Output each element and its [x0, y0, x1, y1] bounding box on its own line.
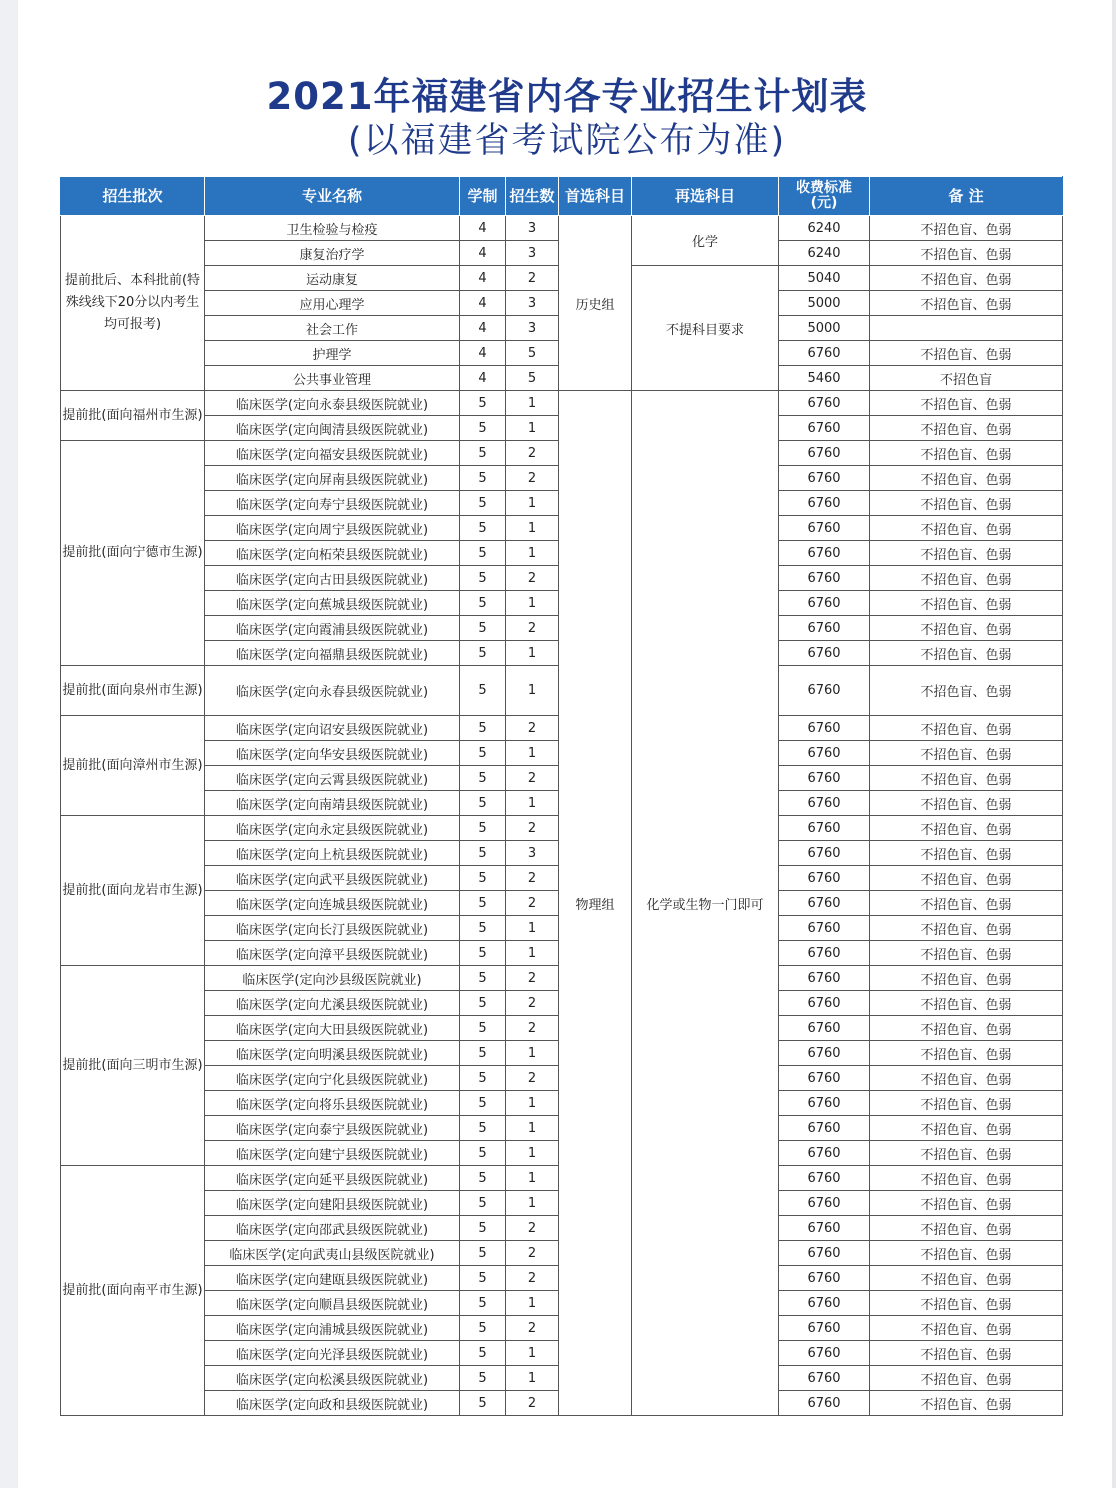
count-cell: 3 — [506, 291, 559, 316]
years-cell: 5 — [460, 941, 506, 966]
years-cell: 5 — [460, 991, 506, 1016]
fee-cell: 6760 — [779, 1016, 870, 1041]
note-cell: 不招色盲、色弱 — [870, 1016, 1063, 1041]
count-cell: 1 — [506, 666, 559, 716]
count-cell: 2 — [506, 966, 559, 991]
major-cell: 临床医学(定向宁化县级医院就业) — [205, 1066, 460, 1091]
note-cell: 不招色盲、色弱 — [870, 291, 1063, 316]
years-cell: 5 — [460, 1091, 506, 1116]
note-cell: 不招色盲、色弱 — [870, 1366, 1063, 1391]
count-cell: 1 — [506, 416, 559, 441]
note-cell: 不招色盲、色弱 — [870, 566, 1063, 591]
note-cell: 不招色盲、色弱 — [870, 641, 1063, 666]
major-cell: 临床医学(定向松溪县级医院就业) — [205, 1366, 460, 1391]
count-cell: 2 — [506, 1266, 559, 1291]
note-cell: 不招色盲、色弱 — [870, 941, 1063, 966]
major-cell: 临床医学(定向武夷山县级医院就业) — [205, 1241, 460, 1266]
note-cell: 不招色盲、色弱 — [870, 841, 1063, 866]
fee-cell: 6240 — [779, 241, 870, 266]
count-cell: 1 — [506, 1166, 559, 1191]
years-cell: 5 — [460, 666, 506, 716]
major-cell: 临床医学(定向泰宁县级医院就业) — [205, 1116, 460, 1141]
major-cell: 临床医学(定向闽清县级医院就业) — [205, 416, 460, 441]
major-cell: 临床医学(定向福鼎县级医院就业) — [205, 641, 460, 666]
count-cell: 1 — [506, 1366, 559, 1391]
major-cell: 临床医学(定向霞浦县级医院就业) — [205, 616, 460, 641]
batch-cell: 提前批(面向福州市生源) — [61, 391, 205, 441]
major-cell: 临床医学(定向建阳县级医院就业) — [205, 1191, 460, 1216]
count-cell: 5 — [506, 366, 559, 391]
count-cell: 3 — [506, 316, 559, 341]
note-cell: 不招色盲、色弱 — [870, 491, 1063, 516]
major-cell: 临床医学(定向明溪县级医院就业) — [205, 1041, 460, 1066]
fee-cell: 6240 — [779, 216, 870, 241]
years-cell: 5 — [460, 466, 506, 491]
count-cell: 2 — [506, 891, 559, 916]
note-cell: 不招色盲、色弱 — [870, 866, 1063, 891]
count-cell: 2 — [506, 1391, 559, 1416]
years-cell: 4 — [460, 241, 506, 266]
fee-cell: 5000 — [779, 291, 870, 316]
fee-cell: 6760 — [779, 666, 870, 716]
fee-cell: 6760 — [779, 716, 870, 741]
count-cell: 2 — [506, 866, 559, 891]
fee-cell: 6760 — [779, 616, 870, 641]
major-cell: 临床医学(定向光泽县级医院就业) — [205, 1341, 460, 1366]
note-cell: 不招色盲、色弱 — [870, 791, 1063, 816]
major-cell: 临床医学(定向漳平县级医院就业) — [205, 941, 460, 966]
years-cell: 4 — [460, 316, 506, 341]
major-cell: 卫生检验与检疫 — [205, 216, 460, 241]
fee-cell: 6760 — [779, 841, 870, 866]
fee-cell: 6760 — [779, 816, 870, 841]
years-cell: 5 — [460, 966, 506, 991]
fee-cell: 6760 — [779, 1091, 870, 1116]
count-cell: 1 — [506, 1091, 559, 1116]
major-cell: 公共事业管理 — [205, 366, 460, 391]
count-cell: 1 — [506, 916, 559, 941]
note-cell: 不招色盲、色弱 — [870, 216, 1063, 241]
fee-cell: 5000 — [779, 316, 870, 341]
note-cell: 不招色盲、色弱 — [870, 391, 1063, 416]
count-cell: 1 — [506, 516, 559, 541]
note-cell: 不招色盲、色弱 — [870, 1091, 1063, 1116]
count-cell: 1 — [506, 1041, 559, 1066]
major-cell: 临床医学(定向福安县级医院就业) — [205, 441, 460, 466]
fee-cell: 6760 — [779, 1291, 870, 1316]
years-cell: 5 — [460, 1266, 506, 1291]
years-cell: 5 — [460, 1316, 506, 1341]
document-page — [18, 0, 1116, 1488]
page-edge — [1112, 0, 1116, 1488]
note-cell: 不招色盲、色弱 — [870, 1316, 1063, 1341]
header-fee — [779, 177, 870, 216]
count-cell: 1 — [506, 491, 559, 516]
note-cell: 不招色盲、色弱 — [870, 741, 1063, 766]
count-cell: 2 — [506, 1316, 559, 1341]
header-fee-line2: (元) — [810, 195, 838, 211]
years-cell: 5 — [460, 1116, 506, 1141]
fee-cell: 6760 — [779, 991, 870, 1016]
years-cell: 5 — [460, 641, 506, 666]
fee-cell: 6760 — [779, 916, 870, 941]
fee-cell: 5460 — [779, 366, 870, 391]
major-cell: 临床医学(定向建瓯县级医院就业) — [205, 1266, 460, 1291]
fee-cell: 5040 — [779, 266, 870, 291]
years-cell: 5 — [460, 741, 506, 766]
fee-cell: 6760 — [779, 891, 870, 916]
fee-cell: 6760 — [779, 1366, 870, 1391]
major-cell: 临床医学(定向邵武县级医院就业) — [205, 1216, 460, 1241]
note-cell: 不招色盲、色弱 — [870, 1166, 1063, 1191]
note-cell: 不招色盲、色弱 — [870, 1141, 1063, 1166]
major-cell: 临床医学(定向沙县级医院就业) — [205, 966, 460, 991]
note-cell: 不招色盲、色弱 — [870, 591, 1063, 616]
major-cell: 临床医学(定向政和县级医院就业) — [205, 1391, 460, 1416]
years-cell: 5 — [460, 1041, 506, 1066]
count-cell: 1 — [506, 941, 559, 966]
fee-cell: 6760 — [779, 1191, 870, 1216]
note-cell: 不招色盲、色弱 — [870, 241, 1063, 266]
fee-cell: 6760 — [779, 1066, 870, 1091]
years-cell: 5 — [460, 716, 506, 741]
header-major: 专业名称 — [205, 177, 460, 216]
years-cell: 5 — [460, 1216, 506, 1241]
count-cell: 1 — [506, 641, 559, 666]
count-cell: 2 — [506, 991, 559, 1016]
count-cell: 2 — [506, 816, 559, 841]
fee-cell: 6760 — [779, 766, 870, 791]
page-subtitle: (以福建省考试院公布为准) — [347, 121, 787, 161]
major-cell: 护理学 — [205, 341, 460, 366]
count-cell: 2 — [506, 1066, 559, 1091]
major-cell: 临床医学(定向永泰县级医院就业) — [205, 391, 460, 416]
years-cell: 5 — [460, 391, 506, 416]
major-cell: 临床医学(定向永定县级医院就业) — [205, 816, 460, 841]
note-cell: 不招色盲、色弱 — [870, 1191, 1063, 1216]
fee-cell: 6760 — [779, 641, 870, 666]
fee-cell: 6760 — [779, 941, 870, 966]
note-cell — [870, 316, 1063, 341]
note-cell: 不招色盲、色弱 — [870, 666, 1063, 716]
fee-cell: 6760 — [779, 1116, 870, 1141]
fee-cell: 6760 — [779, 791, 870, 816]
fee-cell: 6760 — [779, 966, 870, 991]
years-cell: 5 — [460, 1191, 506, 1216]
note-cell: 不招色盲、色弱 — [870, 991, 1063, 1016]
batch-cell: 提前批(面向南平市生源) — [61, 1166, 205, 1416]
count-cell: 1 — [506, 1191, 559, 1216]
note-cell: 不招色盲、色弱 — [870, 466, 1063, 491]
years-cell: 5 — [460, 791, 506, 816]
batch-cell: 提前批(面向泉州市生源) — [61, 666, 205, 716]
major-cell: 临床医学(定向诏安县级医院就业) — [205, 716, 460, 741]
years-cell: 5 — [460, 766, 506, 791]
header-primary-subject: 首选科目 — [559, 177, 632, 216]
primary-subject-cell: 历史组 — [559, 216, 632, 391]
major-cell: 临床医学(定向屏南县级医院就业) — [205, 466, 460, 491]
major-cell: 临床医学(定向大田县级医院就业) — [205, 1016, 460, 1041]
years-cell: 5 — [460, 841, 506, 866]
fee-cell: 6760 — [779, 1166, 870, 1191]
note-cell: 不招色盲、色弱 — [870, 1341, 1063, 1366]
note-cell: 不招色盲 — [870, 366, 1063, 391]
years-cell: 5 — [460, 816, 506, 841]
count-cell: 1 — [506, 791, 559, 816]
batch-cell: 提前批(面向龙岩市生源) — [61, 816, 205, 966]
count-cell: 2 — [506, 1241, 559, 1266]
years-cell: 5 — [460, 516, 506, 541]
note-cell: 不招色盲、色弱 — [870, 716, 1063, 741]
count-cell: 2 — [506, 566, 559, 591]
major-cell: 临床医学(定向连城县级医院就业) — [205, 891, 460, 916]
years-cell: 4 — [460, 216, 506, 241]
years-cell: 5 — [460, 866, 506, 891]
secondary-subject-cell: 化学或生物一门即可 — [632, 391, 779, 1416]
primary-subject-cell: 物理组 — [559, 391, 632, 1416]
secondary-subject-cell: 不提科目要求 — [632, 266, 779, 391]
note-cell: 不招色盲、色弱 — [870, 1391, 1063, 1416]
major-cell: 临床医学(定向蕉城县级医院就业) — [205, 591, 460, 616]
fee-cell: 6760 — [779, 1391, 870, 1416]
count-cell: 1 — [506, 1116, 559, 1141]
header-fee-line1: 收费标准 — [796, 180, 852, 196]
note-cell: 不招色盲、色弱 — [870, 266, 1063, 291]
major-cell: 临床医学(定向古田县级医院就业) — [205, 566, 460, 591]
fee-cell: 6760 — [779, 466, 870, 491]
years-cell: 5 — [460, 1241, 506, 1266]
count-cell: 2 — [506, 1016, 559, 1041]
major-cell: 社会工作 — [205, 316, 460, 341]
fee-cell: 6760 — [779, 416, 870, 441]
note-cell: 不招色盲、色弱 — [870, 1066, 1063, 1091]
count-cell: 1 — [506, 1141, 559, 1166]
major-cell: 应用心理学 — [205, 291, 460, 316]
years-cell: 5 — [460, 1341, 506, 1366]
fee-cell: 6760 — [779, 441, 870, 466]
count-cell: 2 — [506, 716, 559, 741]
fee-cell: 6760 — [779, 741, 870, 766]
fee-cell: 6760 — [779, 1216, 870, 1241]
years-cell: 5 — [460, 1066, 506, 1091]
years-cell: 4 — [460, 341, 506, 366]
batch-cell: 提前批(面向宁德市生源) — [61, 441, 205, 666]
years-cell: 5 — [460, 891, 506, 916]
major-cell: 临床医学(定向建宁县级医院就业) — [205, 1141, 460, 1166]
note-cell: 不招色盲、色弱 — [870, 816, 1063, 841]
years-cell: 5 — [460, 541, 506, 566]
count-cell: 1 — [506, 591, 559, 616]
major-cell: 临床医学(定向柘荣县级医院就业) — [205, 541, 460, 566]
major-cell: 临床医学(定向南靖县级医院就业) — [205, 791, 460, 816]
years-cell: 5 — [460, 591, 506, 616]
header-note: 备 注 — [870, 177, 1063, 216]
note-cell: 不招色盲、色弱 — [870, 441, 1063, 466]
years-cell: 5 — [460, 416, 506, 441]
table-row — [61, 216, 1063, 241]
years-cell: 5 — [460, 1166, 506, 1191]
count-cell: 5 — [506, 341, 559, 366]
header-batch: 招生批次 — [61, 177, 205, 216]
batch-cell: 提前批(面向漳州市生源) — [61, 716, 205, 816]
count-cell: 2 — [506, 466, 559, 491]
major-cell: 临床医学(定向长汀县级医院就业) — [205, 916, 460, 941]
count-cell: 2 — [506, 441, 559, 466]
table-row — [61, 391, 1063, 416]
header-secondary-subject: 再选科目 — [632, 177, 779, 216]
fee-cell: 6760 — [779, 541, 870, 566]
table-body — [61, 216, 1063, 1416]
count-cell: 1 — [506, 541, 559, 566]
batch-cell: 提前批(面向三明市生源) — [61, 966, 205, 1166]
fee-cell: 6760 — [779, 516, 870, 541]
count-cell: 1 — [506, 1341, 559, 1366]
fee-cell: 6760 — [779, 566, 870, 591]
enrollment-plan-table — [60, 176, 1063, 1416]
years-cell: 5 — [460, 1391, 506, 1416]
note-cell: 不招色盲、色弱 — [870, 916, 1063, 941]
count-cell: 1 — [506, 741, 559, 766]
count-cell: 2 — [506, 1216, 559, 1241]
fee-cell: 6760 — [779, 391, 870, 416]
count-cell: 3 — [506, 841, 559, 866]
note-cell: 不招色盲、色弱 — [870, 891, 1063, 916]
count-cell: 2 — [506, 616, 559, 641]
years-cell: 5 — [460, 1016, 506, 1041]
note-cell: 不招色盲、色弱 — [870, 966, 1063, 991]
years-cell: 5 — [460, 566, 506, 591]
fee-cell: 6760 — [779, 1266, 870, 1291]
years-cell: 5 — [460, 916, 506, 941]
major-cell: 康复治疗学 — [205, 241, 460, 266]
count-cell: 3 — [506, 216, 559, 241]
note-cell: 不招色盲、色弱 — [870, 1041, 1063, 1066]
note-cell: 不招色盲、色弱 — [870, 1241, 1063, 1266]
note-cell: 不招色盲、色弱 — [870, 616, 1063, 641]
note-cell: 不招色盲、色弱 — [870, 541, 1063, 566]
major-cell: 临床医学(定向顺昌县级医院就业) — [205, 1291, 460, 1316]
fee-cell: 6760 — [779, 591, 870, 616]
major-cell: 临床医学(定向永春县级医院就业) — [205, 666, 460, 716]
fee-cell: 6760 — [779, 491, 870, 516]
years-cell: 4 — [460, 291, 506, 316]
page-title: 2021年福建省内各专业招生计划表 — [266, 75, 868, 118]
count-cell: 2 — [506, 266, 559, 291]
secondary-subject-cell: 化学 — [632, 216, 779, 266]
years-cell: 4 — [460, 366, 506, 391]
major-cell: 临床医学(定向浦城县级医院就业) — [205, 1316, 460, 1341]
note-cell: 不招色盲、色弱 — [870, 341, 1063, 366]
major-cell: 临床医学(定向将乐县级医院就业) — [205, 1091, 460, 1116]
major-cell: 临床医学(定向周宁县级医院就业) — [205, 516, 460, 541]
fee-cell: 6760 — [779, 1341, 870, 1366]
major-cell: 临床医学(定向寿宁县级医院就业) — [205, 491, 460, 516]
fee-cell: 6760 — [779, 866, 870, 891]
fee-cell: 6760 — [779, 1041, 870, 1066]
note-cell: 不招色盲、色弱 — [870, 1216, 1063, 1241]
years-cell: 4 — [460, 266, 506, 291]
years-cell: 5 — [460, 1291, 506, 1316]
count-cell: 3 — [506, 241, 559, 266]
note-cell: 不招色盲、色弱 — [870, 516, 1063, 541]
major-cell: 临床医学(定向武平县级医院就业) — [205, 866, 460, 891]
header-count: 招生数 — [506, 177, 559, 216]
note-cell: 不招色盲、色弱 — [870, 416, 1063, 441]
major-cell: 临床医学(定向延平县级医院就业) — [205, 1166, 460, 1191]
years-cell: 5 — [460, 1366, 506, 1391]
note-cell: 不招色盲、色弱 — [870, 766, 1063, 791]
major-cell: 临床医学(定向上杭县级医院就业) — [205, 841, 460, 866]
major-cell: 临床医学(定向尤溪县级医院就业) — [205, 991, 460, 1016]
note-cell: 不招色盲、色弱 — [870, 1116, 1063, 1141]
note-cell: 不招色盲、色弱 — [870, 1266, 1063, 1291]
fee-cell: 6760 — [779, 1316, 870, 1341]
years-cell: 5 — [460, 491, 506, 516]
table-header-row — [61, 177, 1063, 216]
years-cell: 5 — [460, 441, 506, 466]
count-cell: 1 — [506, 1291, 559, 1316]
batch-cell: 提前批后、本科批前(特殊线线下20分以内考生均可报考) — [61, 216, 205, 391]
count-cell: 1 — [506, 391, 559, 416]
fee-cell: 6760 — [779, 341, 870, 366]
major-cell: 临床医学(定向华安县级医院就业) — [205, 741, 460, 766]
fee-cell: 6760 — [779, 1141, 870, 1166]
major-cell: 运动康复 — [205, 266, 460, 291]
fee-cell: 6760 — [779, 1241, 870, 1266]
count-cell: 2 — [506, 766, 559, 791]
years-cell: 5 — [460, 616, 506, 641]
header-years: 学制 — [460, 177, 506, 216]
years-cell: 5 — [460, 1141, 506, 1166]
major-cell: 临床医学(定向云霄县级医院就业) — [205, 766, 460, 791]
note-cell: 不招色盲、色弱 — [870, 1291, 1063, 1316]
